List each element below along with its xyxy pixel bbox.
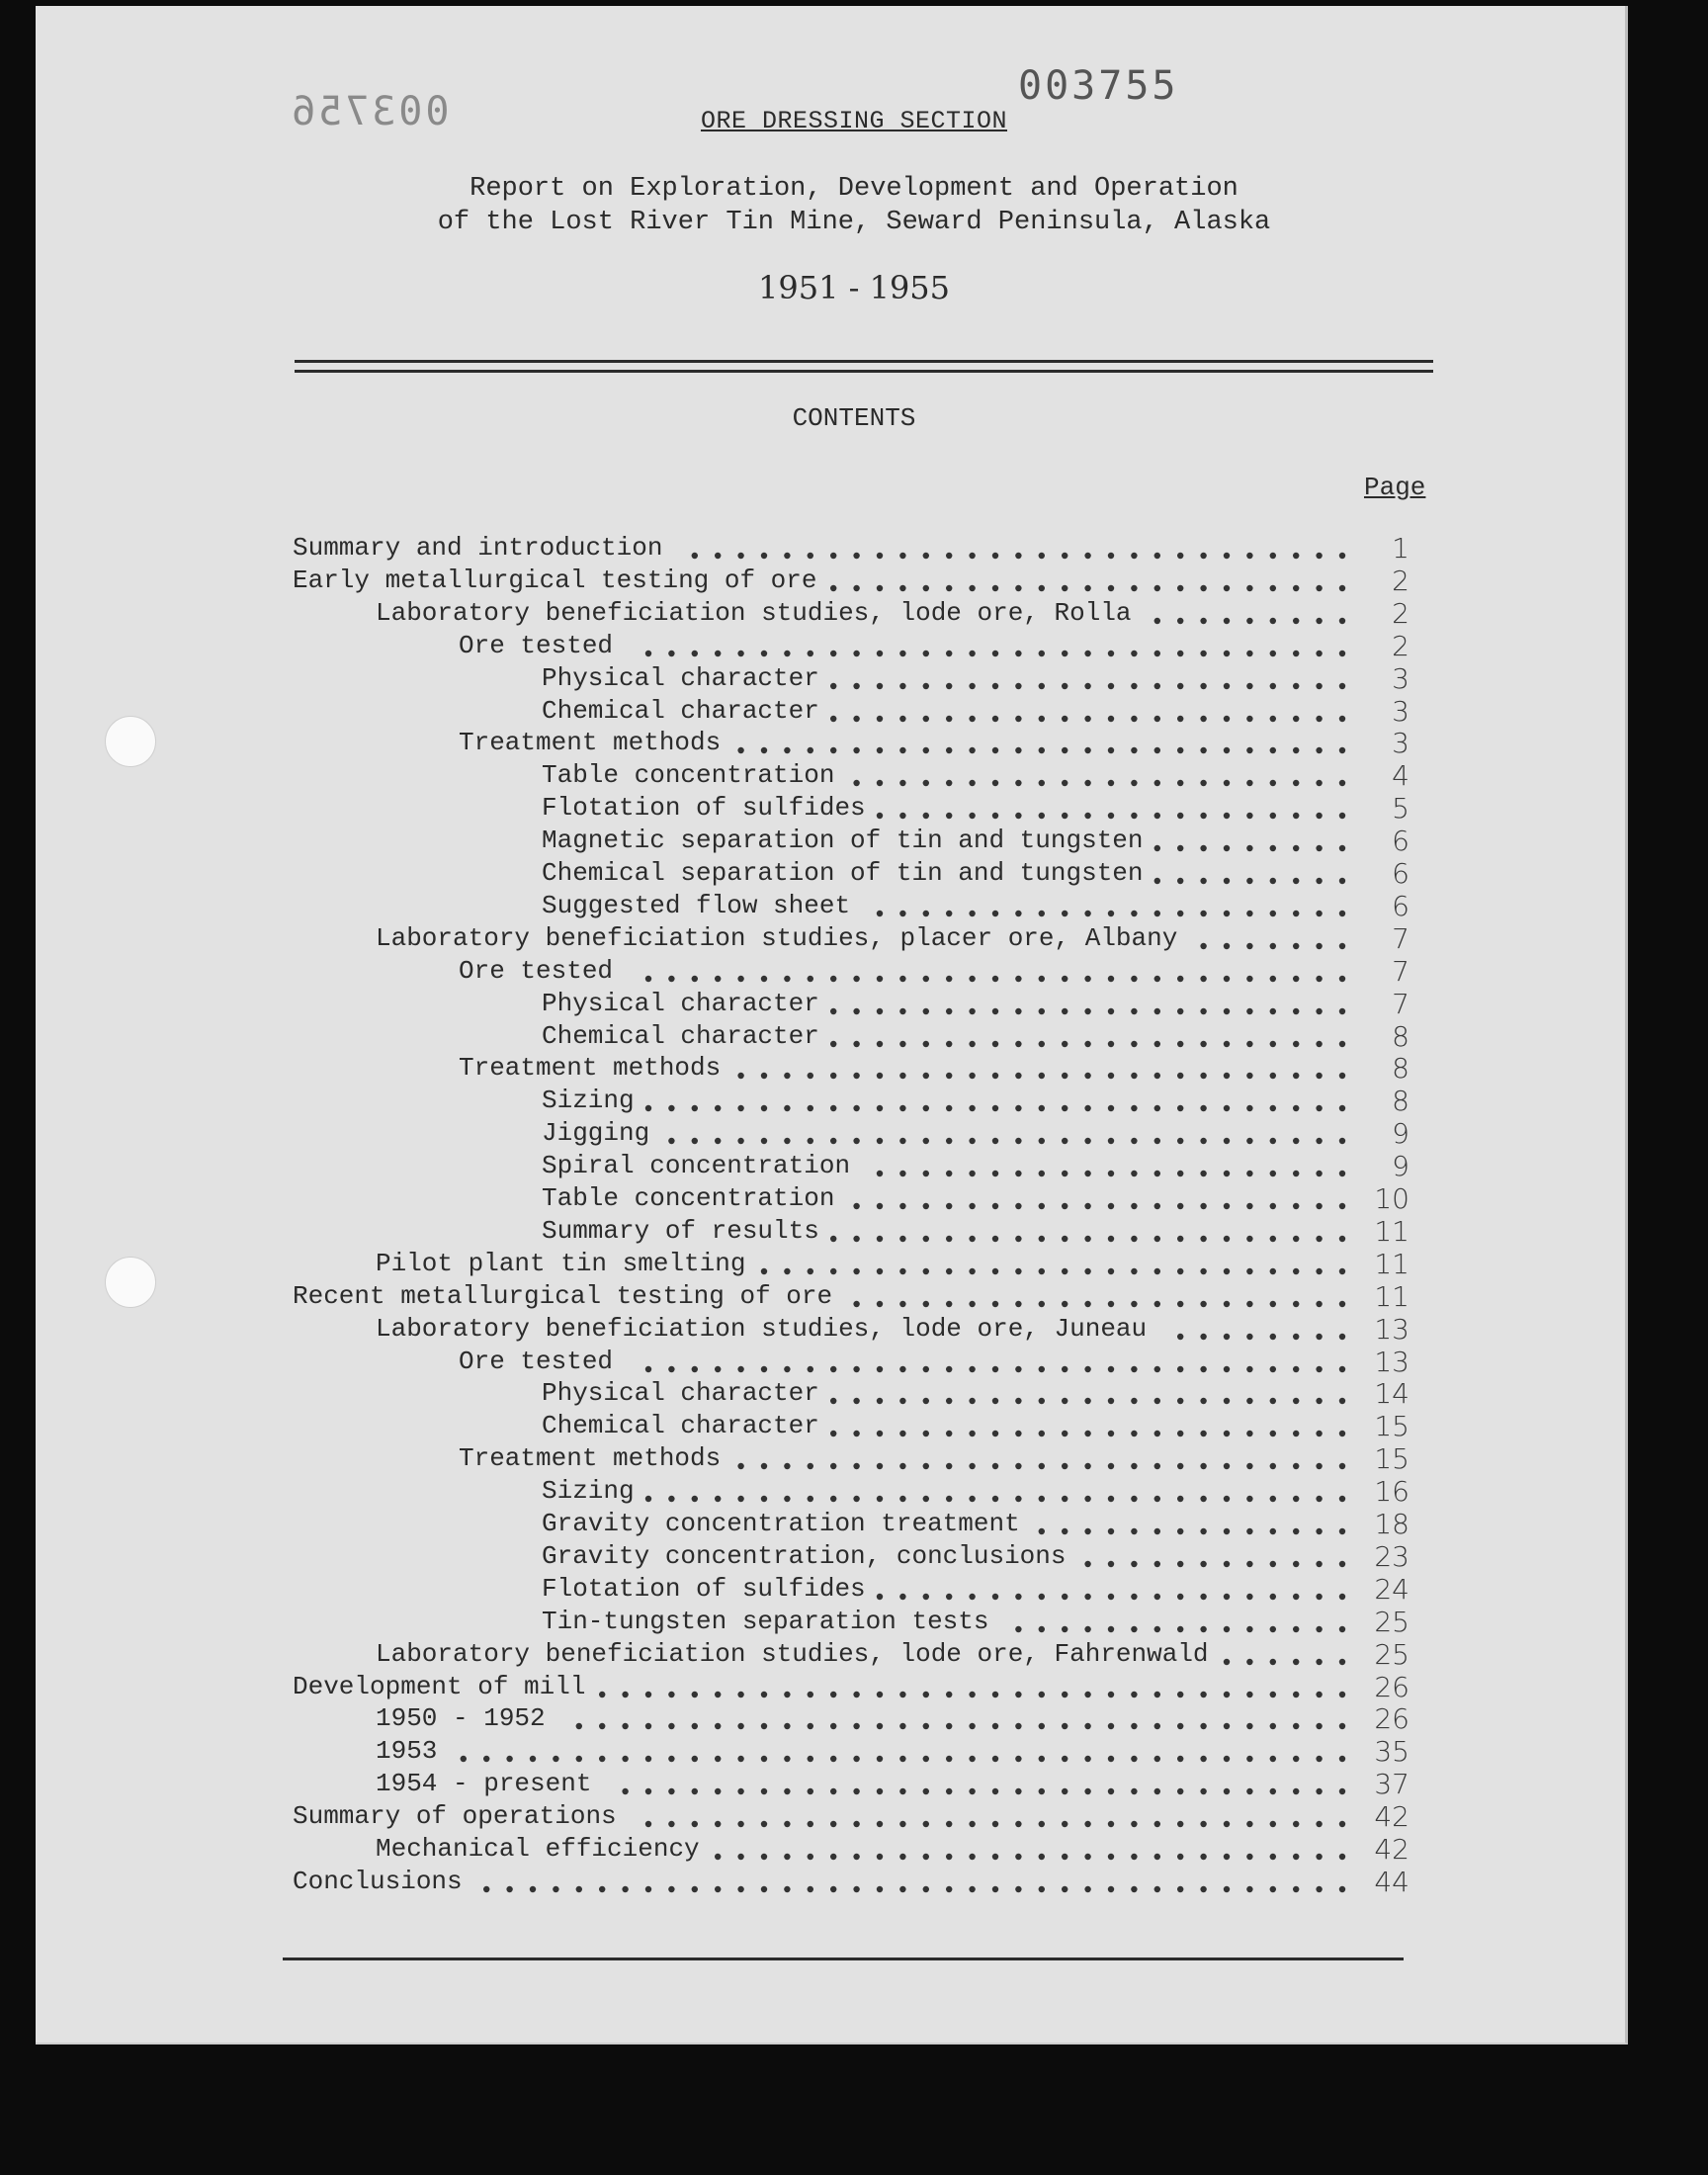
toc-entry-page: 9	[1392, 1117, 1409, 1151]
toc-entry-label: Tin-tungsten separation tests	[542, 1606, 989, 1636]
toc-entry	[0, 1377, 1708, 1410]
toc-leader-dots	[0, 857, 1384, 890]
toc-leader-dots	[0, 1800, 1384, 1833]
toc-leader-dots	[0, 1442, 1384, 1475]
toc-entry-label: Chemical character	[542, 1411, 819, 1441]
toc-leader-dots	[0, 1280, 1384, 1313]
toc-entry-page: 11	[1374, 1214, 1409, 1248]
toc-entry-label: Conclusions	[293, 1866, 463, 1896]
toc-entry	[0, 857, 1708, 890]
toc-entry-label: Treatment methods	[459, 728, 722, 758]
toc-entry	[0, 1085, 1708, 1117]
toc-leader-dots	[0, 695, 1384, 728]
toc-entry-page: 42	[1374, 1833, 1409, 1866]
toc-entry-label: Laboratory beneficiation studies, lode ore, Fahrenwald	[376, 1638, 1209, 1669]
toc-entry-page: 11	[1374, 1279, 1409, 1313]
toc-entry-label: 1953	[376, 1736, 438, 1767]
toc-entry	[0, 890, 1708, 922]
toc-entry-page: 15	[1374, 1442, 1409, 1476]
toc-entry-label: Summary of results	[542, 1215, 819, 1246]
toc-entry-label: Table concentration	[542, 760, 835, 791]
toc-entry-label: Development of mill	[293, 1671, 586, 1701]
toc-entry-page: 26	[1374, 1702, 1409, 1736]
toc-leader-dots	[0, 1866, 1384, 1898]
toc-entry-page: 2	[1392, 564, 1409, 597]
toc-entry-page: 25	[1374, 1637, 1409, 1671]
toc-entry-page: 25	[1374, 1605, 1409, 1638]
toc-entry-page: 23	[1374, 1539, 1409, 1573]
toc-leader-dots	[0, 955, 1384, 988]
toc-leader-dots	[0, 1346, 1384, 1378]
toc-entry	[0, 1475, 1708, 1508]
toc-entry	[0, 988, 1708, 1020]
toc-entry-page: 5	[1392, 792, 1409, 826]
toc-leader-dots	[0, 597, 1384, 630]
toc-leader-dots	[0, 1052, 1384, 1085]
toc-entry-page: 44	[1374, 1865, 1409, 1898]
toc-leader-dots	[0, 565, 1384, 597]
toc-entry-label: Laboratory beneficiation studies, lode ore, Rolla	[376, 597, 1132, 628]
toc-leader-dots	[0, 1638, 1384, 1671]
toc-entry-label: Pilot plant tin smelting	[376, 1248, 746, 1278]
toc-leader-dots	[0, 1182, 1384, 1215]
toc-entry	[0, 759, 1708, 792]
toc-leader-dots	[0, 1671, 1384, 1703]
toc-entry-page: 16	[1374, 1475, 1409, 1509]
toc-entry	[0, 825, 1708, 857]
toc-leader-dots	[0, 1735, 1384, 1768]
toc-leader-dots	[0, 890, 1384, 922]
toc-entry-page: 24	[1374, 1572, 1409, 1606]
toc-leader-dots	[0, 922, 1384, 955]
toc-entry-label: 1954 - present	[376, 1769, 592, 1799]
toc-entry-page: 13	[1374, 1312, 1409, 1346]
toc-entry-label: Physical character	[542, 662, 819, 693]
toc-entry-label: Treatment methods	[459, 1443, 722, 1474]
toc-entry-page: 15	[1374, 1410, 1409, 1443]
toc-entry	[0, 695, 1708, 728]
toc-leader-dots	[0, 727, 1384, 759]
toc-entry	[0, 597, 1708, 630]
toc-entry-label: Magnetic separation of tin and tungsten	[542, 826, 1144, 856]
toc-leader-dots	[0, 1313, 1384, 1346]
toc-leader-dots	[0, 1702, 1384, 1735]
toc-entry	[0, 1508, 1708, 1540]
toc-entry	[0, 532, 1708, 565]
toc-entry	[0, 1735, 1708, 1768]
toc-entry-page: 42	[1374, 1800, 1409, 1834]
toc-leader-dots	[0, 759, 1384, 792]
toc-entry	[0, 1182, 1708, 1215]
toc-entry-page: 18	[1374, 1508, 1409, 1540]
toc-entry-label: Early metallurgical testing of ore	[293, 565, 817, 595]
toc-entry-label: Recent metallurgical testing of ore	[293, 1280, 833, 1311]
bottom-rule	[283, 1958, 1404, 1960]
toc-entry-label: Suggested flow sheet	[542, 890, 851, 920]
toc-entry-label: Chemical separation of tin and tungsten	[542, 858, 1144, 888]
toc-entry	[0, 1833, 1708, 1866]
toc-entry-page: 7	[1392, 954, 1409, 988]
toc-entry-label: Physical character	[542, 988, 819, 1018]
toc-entry	[0, 662, 1708, 695]
toc-entry	[0, 1540, 1708, 1573]
toc-entry	[0, 727, 1708, 759]
toc-entry	[0, 1866, 1708, 1898]
toc-entry	[0, 1410, 1708, 1442]
toc-entry	[0, 1117, 1708, 1150]
toc-entry-page: 6	[1392, 857, 1409, 890]
toc-entry-label: Laboratory beneficiation studies, placer ore, Albany	[376, 922, 1178, 953]
toc-entry-page: 2	[1392, 596, 1409, 630]
toc-leader-dots	[0, 1410, 1384, 1442]
toc-entry	[0, 1020, 1708, 1053]
toc-entry-page: 6	[1392, 825, 1409, 858]
toc-entry-page: 10	[1374, 1182, 1409, 1215]
toc-entry-page: 3	[1392, 694, 1409, 728]
toc-leader-dots	[0, 662, 1384, 695]
toc-leader-dots	[0, 1540, 1384, 1573]
toc-entry-label: Mechanical efficiency	[376, 1834, 700, 1864]
toc-entry-page: 14	[1374, 1377, 1409, 1411]
toc-leader-dots	[0, 825, 1384, 857]
toc-entry-label: Summary of operations	[293, 1801, 617, 1832]
toc-leader-dots	[0, 1606, 1384, 1638]
toc-entry	[0, 1052, 1708, 1085]
toc-entry	[0, 1346, 1708, 1378]
toc-entry-page: 1	[1392, 532, 1409, 565]
toc-leader-dots	[0, 988, 1384, 1020]
toc-entry-page: 26	[1374, 1670, 1409, 1703]
toc-leader-dots	[0, 792, 1384, 825]
toc-leader-dots	[0, 1573, 1384, 1606]
toc-entry	[0, 565, 1708, 597]
toc-entry-page: 13	[1374, 1345, 1409, 1378]
toc-entry-label: Flotation of sulfides	[542, 793, 866, 824]
toc-entry-page: 37	[1374, 1768, 1409, 1801]
toc-entry-label: Ore tested	[459, 1346, 614, 1376]
section-title	[0, 107, 1708, 135]
toc-entry	[0, 955, 1708, 988]
toc-entry	[0, 922, 1708, 955]
toc-entry-label: Gravity concentration, conclusions	[542, 1540, 1067, 1571]
toc-entry	[0, 1248, 1708, 1280]
toc-entry-label: Treatment methods	[459, 1053, 722, 1084]
toc-leader-dots	[0, 532, 1384, 565]
toc-entry-page: 3	[1392, 727, 1409, 760]
toc-entry-label: Jigging	[542, 1118, 650, 1149]
toc-entry-label: Sizing	[542, 1086, 635, 1116]
toc-entry	[0, 1800, 1708, 1833]
toc-leader-dots	[0, 1508, 1384, 1540]
toc-entry	[0, 1768, 1708, 1800]
report-title-line-2: of the Lost River Tin Mine, Seward Peninsula, Alaska	[437, 208, 1271, 237]
toc-entry	[0, 630, 1708, 662]
toc-leader-dots	[0, 1085, 1384, 1117]
report-years: 1951 - 1955	[757, 269, 951, 306]
document-number-stamp: 003755	[1018, 63, 1179, 109]
toc-leader-dots	[0, 630, 1384, 662]
toc-entry	[0, 792, 1708, 825]
report-title-line-1: Report on Exploration, Development and Operation	[470, 174, 1238, 204]
toc-entry-page: 3	[1392, 661, 1409, 695]
toc-leader-dots	[0, 1833, 1384, 1866]
toc-leader-dots	[0, 1150, 1384, 1182]
toc-entry	[0, 1606, 1708, 1638]
double-rule-top	[295, 360, 1433, 363]
toc-entry-label: Flotation of sulfides	[542, 1573, 866, 1604]
toc-entry	[0, 1215, 1708, 1248]
toc-entry	[0, 1280, 1708, 1313]
double-rule-bottom	[295, 370, 1433, 373]
toc-entry-page: 8	[1392, 1085, 1409, 1118]
document-number-stamp-showthrough: 003756	[289, 89, 450, 134]
toc-entry-page: 8	[1392, 1019, 1409, 1053]
toc-entry-page: 8	[1392, 1052, 1409, 1086]
toc-entry-page: 2	[1392, 629, 1409, 662]
toc-entry-label: Physical character	[542, 1378, 819, 1409]
toc-entry-label: Table concentration	[542, 1183, 835, 1213]
toc-entry	[0, 1702, 1708, 1735]
toc-entry	[0, 1573, 1708, 1606]
toc-entry-label: 1950 - 1952	[376, 1703, 546, 1734]
toc-entry	[0, 1671, 1708, 1703]
toc-entry-label: Laboratory beneficiation studies, lode ore, Juneau	[376, 1313, 1148, 1344]
toc-leader-dots	[0, 1117, 1384, 1150]
page-column-heading: Page	[1364, 473, 1426, 502]
toc-entry-label: Sizing	[542, 1476, 635, 1507]
toc-entry-label: Ore tested	[459, 955, 614, 986]
toc-entry-page: 11	[1374, 1247, 1409, 1280]
toc-leader-dots	[0, 1768, 1384, 1800]
toc-entry	[0, 1442, 1708, 1475]
toc-entry-page: 7	[1392, 987, 1409, 1020]
toc-entry	[0, 1638, 1708, 1671]
toc-entry-page: 35	[1374, 1735, 1409, 1769]
toc-entry-label: Chemical character	[542, 695, 819, 726]
toc-entry-label: Spiral concentration	[542, 1151, 851, 1181]
toc-leader-dots	[0, 1215, 1384, 1248]
toc-entry-label: Chemical character	[542, 1020, 819, 1051]
toc-entry	[0, 1313, 1708, 1346]
contents-heading: CONTENTS	[792, 403, 916, 433]
toc-entry	[0, 1150, 1708, 1182]
toc-entry-label: Ore tested	[459, 630, 614, 660]
toc-leader-dots	[0, 1377, 1384, 1410]
toc-entry-page: 9	[1392, 1150, 1409, 1183]
toc-leader-dots	[0, 1475, 1384, 1508]
toc-entry-page: 7	[1392, 921, 1409, 955]
section-title-text: ORE DRESSING SECTION	[700, 107, 1008, 135]
toc-leader-dots	[0, 1248, 1384, 1280]
toc-entry-page: 4	[1392, 759, 1409, 793]
toc-entry-label: Summary and introduction	[293, 533, 663, 563]
toc-entry-label: Gravity concentration treatment	[542, 1509, 1020, 1538]
toc-entry-page: 6	[1392, 889, 1409, 922]
toc-leader-dots	[0, 1020, 1384, 1053]
